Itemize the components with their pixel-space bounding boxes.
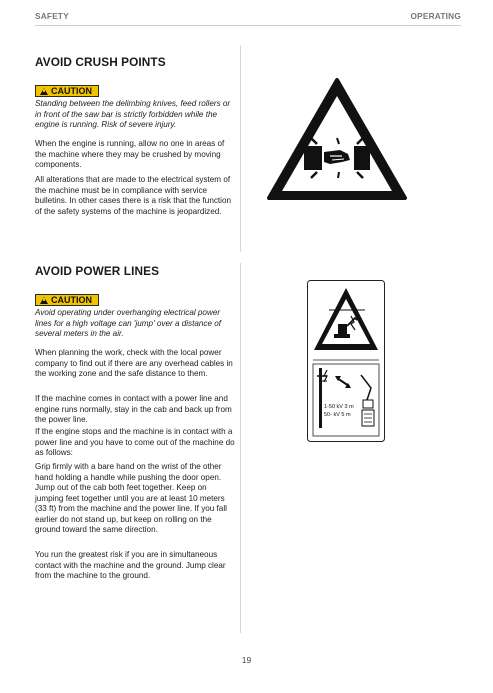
- section-title-crush-points: AVOID CRUSH POINTS: [35, 55, 166, 69]
- warning-triangle-icon: [40, 88, 48, 95]
- caution-text: Standing between the delimbing knives, feed rollers or in front of the saw bar is strictly forbidden while the engine is running. Risk of severe injury.: [35, 99, 231, 129]
- page-number: 19: [241, 655, 252, 665]
- header-section-label: SAFETY: [35, 11, 69, 21]
- caution-label: CAUTION: [51, 295, 92, 305]
- body-paragraph: You run the greatest risk if you are in simultaneous contact with the machine and the ground. Jump clear from the machine to the ground.: [35, 550, 226, 580]
- crush-hazard-sign: [264, 74, 410, 204]
- caution-badge: [35, 294, 99, 306]
- column-divider: [240, 263, 241, 633]
- body-paragraph: If the machine comes in contact with a power line and engine runs normally, stay in the cab and back up from the power line.: [35, 394, 232, 424]
- voltage-distance-row-2: 50- kV 5 m: [324, 412, 351, 418]
- column-divider: [240, 45, 241, 252]
- power-line-hazard-sign: [307, 280, 385, 442]
- voltage-distance-row-1: 1-50 kV 3 m: [324, 404, 354, 410]
- body-paragraph: All alterations that are made to the electrical system of the machine must be in compliance with service bulletins. In other cases there is a risk that the function of the safety systems of the machine is jeopardized.: [35, 175, 232, 216]
- header-chapter-label: OPERATING: [410, 11, 461, 21]
- section-title-power-lines: AVOID POWER LINES: [35, 264, 160, 278]
- body-paragraph: When planning the work, check with the local power company to find out if there are any overhead cables in the working zone and the safe distance to them.: [35, 348, 233, 378]
- caution-label: CAUTION: [51, 86, 92, 96]
- body-paragraph: If the engine stops and the machine is in contact with a power line and you have to come out of the machine do as follows:: [35, 427, 235, 457]
- caution-text: Avoid operating under overhanging electrical power lines for a high voltage can 'jump' over a distance of several meters in the air.: [35, 308, 222, 338]
- body-paragraph: When the engine is running, allow no one in areas of the machine where they may be crushed by moving components.: [35, 139, 225, 169]
- body-paragraph: Grip firmly with a bare hand on the wrist of the other hand holding a handle while pushing the door open. Jump out of the cab both feet together. Keep on jumping feet together until you are at least 10 meters (33 ft) from the machine and the power line. If you fall earlier do not stand up, but keep on rolling on the ground toward the same direction.: [35, 462, 227, 534]
- header-divider: [35, 25, 461, 26]
- warning-triangle-icon: [40, 297, 48, 304]
- caution-badge: [35, 85, 99, 97]
